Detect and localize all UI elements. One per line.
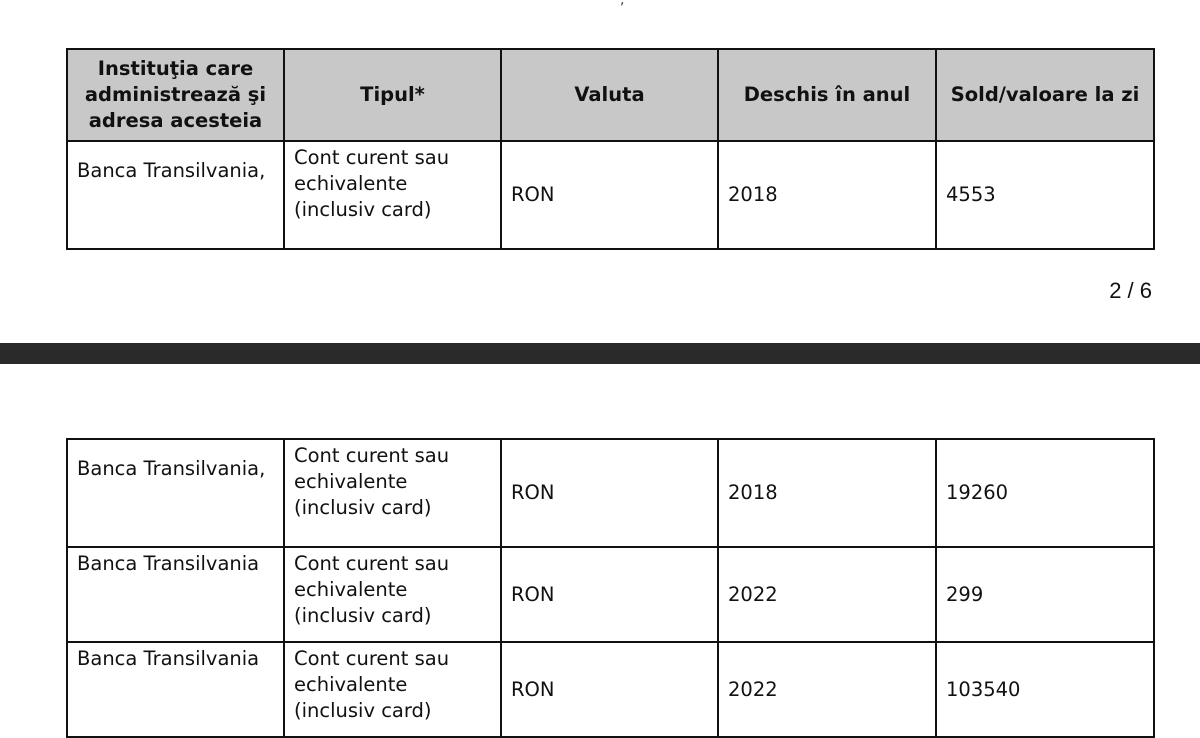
cell-institution: Banca Transilvania — [67, 642, 284, 737]
bank-accounts-table-continued — [66, 438, 1155, 738]
bank-accounts-table — [66, 48, 1155, 250]
cell-balance: 103540 — [936, 642, 1154, 737]
cropped-text-fragment: , — [620, 0, 625, 8]
header-type: Tipul* — [284, 49, 501, 141]
cell-balance: 299 — [936, 547, 1154, 642]
cell-type: Cont curent sau echivalente (inclusiv card) — [284, 141, 501, 249]
cell-type: Cont curent sau echivalente (inclusiv card) — [284, 547, 501, 642]
cell-institution: Banca Transilvania, — [67, 141, 284, 249]
cell-balance: 19260 — [936, 439, 1154, 547]
table-row — [67, 547, 1154, 642]
cell-type: Cont curent sau echivalente (inclusiv card) — [284, 439, 501, 547]
cell-year: 2022 — [718, 642, 936, 737]
header-opened-year: Deschis în anul — [718, 49, 936, 141]
page-number-indicator: 2 / 6 — [1109, 278, 1152, 303]
cell-year: 2018 — [718, 439, 936, 547]
cell-currency: RON — [501, 642, 718, 737]
header-balance: Sold/valoare la zi — [936, 49, 1154, 141]
cell-balance: 4553 — [936, 141, 1154, 249]
cell-currency: RON — [501, 141, 718, 249]
cell-institution: Banca Transilvania, — [67, 439, 284, 547]
document-page-3 — [0, 364, 1200, 722]
cell-institution: Banca Transilvania — [67, 547, 284, 642]
header-institution: Instituţia care administrează şi adresa acesteia — [67, 49, 284, 141]
table-row — [67, 439, 1154, 547]
document-page-2 — [0, 0, 1200, 343]
cell-year: 2018 — [718, 141, 936, 249]
cell-type: Cont curent sau echivalente (inclusiv card) — [284, 642, 501, 737]
table-row — [67, 141, 1154, 249]
cell-currency: RON — [501, 439, 718, 547]
cell-currency: RON — [501, 547, 718, 642]
cell-year: 2022 — [718, 547, 936, 642]
header-currency: Valuta — [501, 49, 718, 141]
table-header-row — [67, 49, 1154, 141]
table-row — [67, 642, 1154, 737]
page-separator — [0, 343, 1200, 364]
